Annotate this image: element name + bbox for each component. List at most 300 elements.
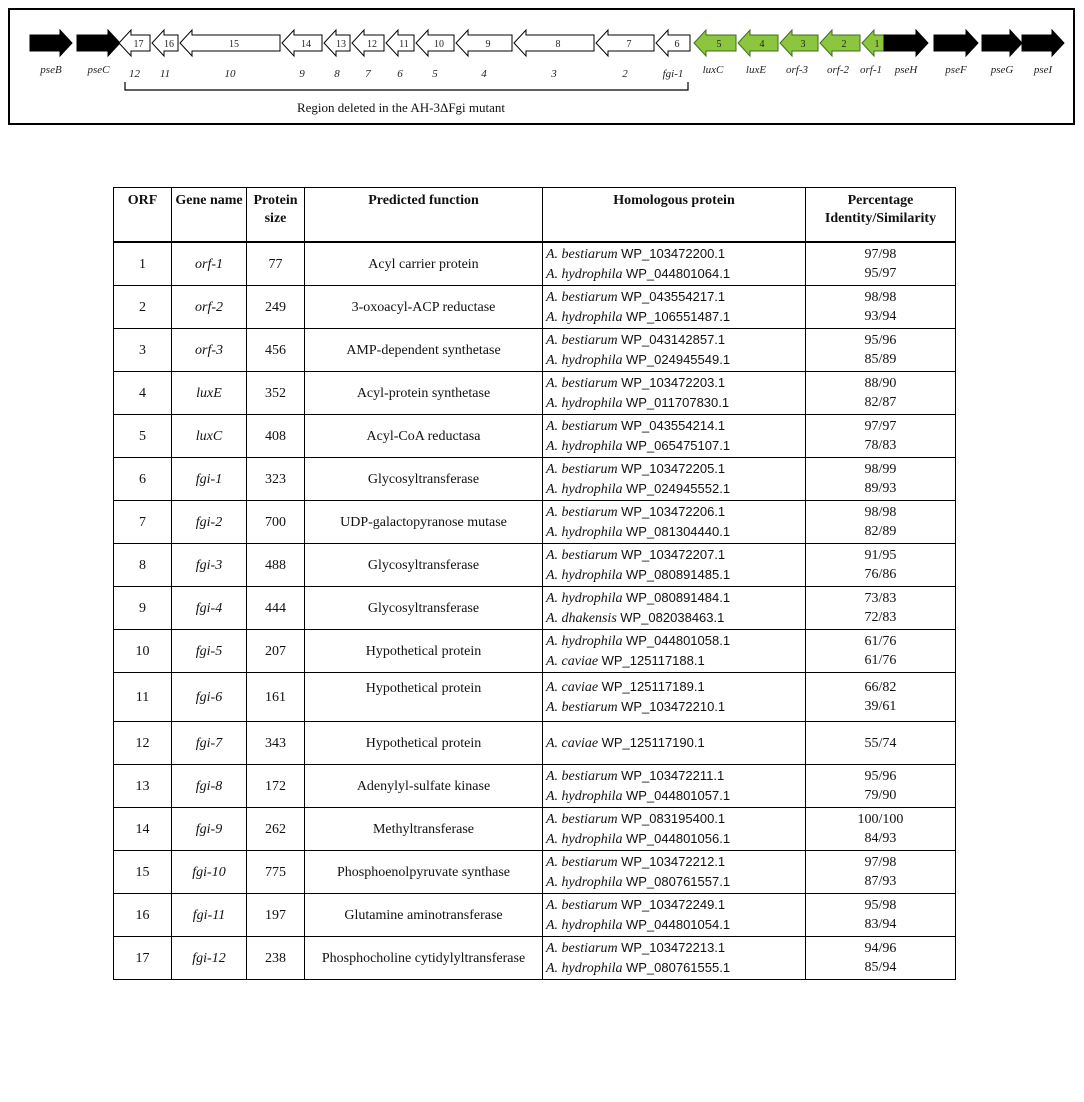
- protein-size-cell: 323: [247, 458, 305, 501]
- predicted-function-cell: Methyltransferase: [305, 808, 543, 851]
- table-header-row: [114, 188, 956, 243]
- identity-similarity-value: 72/83: [864, 610, 897, 625]
- gene-label: pseC: [87, 64, 110, 76]
- homolog-entry: [546, 852, 803, 872]
- predicted-function-cell: Glycosyltransferase: [305, 587, 543, 630]
- homolog-entry: [546, 393, 803, 413]
- gene-arrow-black: [884, 30, 928, 56]
- protein-size-cell: 352: [247, 372, 305, 415]
- homolog-entry: [546, 733, 803, 753]
- accession-number: WP_011707830.1: [625, 395, 730, 410]
- protein-size-cell: 207: [247, 630, 305, 673]
- homologous-protein-cell: [543, 372, 806, 415]
- percentage-cell: [806, 587, 956, 630]
- homologous-protein-cell: [543, 286, 806, 329]
- accession-number: WP_080891485.1: [625, 567, 731, 582]
- homolog-entry: [546, 545, 803, 565]
- accession-number: WP_125117189.1: [601, 679, 705, 694]
- gene-arrow-green: [862, 30, 884, 56]
- table-row: [114, 544, 956, 587]
- predicted-function-cell: AMP-dependent synthetase: [305, 329, 543, 372]
- accession-number: WP_043554217.1: [621, 289, 726, 304]
- homologous-protein-cell: [543, 808, 806, 851]
- identity-similarity-value: 95/97: [864, 266, 897, 281]
- species-name: A. hydrophila: [546, 568, 623, 583]
- accession-number: WP_081304440.1: [625, 524, 731, 539]
- gene-arrow-white: [596, 30, 654, 56]
- predicted-function-cell: 3-oxoacyl-ACP reductase: [305, 286, 543, 329]
- identity-similarity-value: 89/93: [864, 481, 897, 496]
- identity-similarity-value: 66/82: [864, 680, 897, 695]
- gene-label: 4: [481, 68, 487, 80]
- homolog-entry: [546, 938, 803, 958]
- accession-number: WP_044801054.1: [625, 917, 731, 932]
- percentage-cell: [806, 544, 956, 587]
- gene-label: orf-2: [827, 64, 849, 76]
- accession-number: WP_043554214.1: [621, 418, 726, 433]
- gene-label: 7: [365, 68, 371, 80]
- homologous-protein-cell: [543, 329, 806, 372]
- homolog-entry: [546, 436, 803, 456]
- identity-similarity-value: 97/98: [864, 855, 897, 870]
- species-name: A. dhakensis: [546, 611, 617, 626]
- identity-similarity-value: 82/89: [864, 524, 897, 539]
- homolog-entry: [546, 522, 803, 542]
- gene-label: pseI: [1033, 64, 1053, 76]
- orf-number-label: 11: [399, 39, 409, 50]
- orf-number-label: 3: [800, 39, 806, 50]
- identity-similarity-value: 98/98: [864, 290, 897, 305]
- gene-label: 6: [397, 68, 403, 80]
- percentage-cell: [806, 722, 956, 765]
- protein-size-cell: 775: [247, 851, 305, 894]
- species-name: A. bestiarum: [546, 290, 618, 305]
- predicted-function-cell: Adenylyl-sulfate kinase: [305, 765, 543, 808]
- orf-cell: 12: [114, 722, 172, 765]
- orf-cell: 4: [114, 372, 172, 415]
- percentage-cell: [806, 242, 956, 286]
- protein-size-cell: 343: [247, 722, 305, 765]
- accession-number: WP_024945552.1: [625, 481, 731, 496]
- gene-label: luxC: [702, 64, 724, 76]
- table-row: [114, 329, 956, 372]
- orf-cell: 3: [114, 329, 172, 372]
- orf-number-label: 16: [164, 39, 174, 50]
- homolog-entry: [546, 479, 803, 499]
- accession-number: WP_103472206.1: [621, 504, 726, 519]
- accession-number: WP_082038463.1: [620, 610, 725, 625]
- percentage-cell: [806, 329, 956, 372]
- predicted-function-cell: Acyl-protein synthetase: [305, 372, 543, 415]
- table-row: [114, 501, 956, 544]
- identity-similarity-value: 98/99: [864, 462, 897, 477]
- species-name: A. hydrophila: [546, 525, 623, 540]
- orf-number-label: 2: [841, 39, 847, 50]
- homolog-entry: [546, 244, 803, 264]
- species-name: A. hydrophila: [546, 875, 623, 890]
- gene-arrow-black: [934, 30, 978, 56]
- identity-similarity-value: 87/93: [864, 874, 897, 889]
- gene-arrow-green: [780, 30, 818, 56]
- orf-number-label: 7: [626, 39, 632, 50]
- accession-number: WP_065475107.1: [625, 438, 731, 453]
- header-gene-name: Gene name: [172, 188, 247, 243]
- accession-number: WP_024945549.1: [625, 352, 731, 367]
- gene-arrow-white: [456, 30, 512, 56]
- gene-name-cell: fgi-1: [172, 458, 247, 501]
- gene-arrow-black: [982, 30, 1022, 56]
- accession-number: WP_103472200.1: [621, 246, 726, 261]
- species-name: A. hydrophila: [546, 267, 623, 282]
- homolog-entry: [546, 459, 803, 479]
- protein-size-cell: 456: [247, 329, 305, 372]
- species-name: A. hydrophila: [546, 634, 623, 649]
- protein-size-cell: 262: [247, 808, 305, 851]
- identity-similarity-value: 76/86: [864, 567, 897, 582]
- homolog-entry: [546, 287, 803, 307]
- gene-name-cell: fgi-7: [172, 722, 247, 765]
- species-name: A. hydrophila: [546, 789, 623, 804]
- gene-map-panel: [8, 8, 1075, 125]
- orf-cell: 10: [114, 630, 172, 673]
- identity-similarity-value: 61/76: [864, 653, 897, 668]
- accession-number: WP_103472211.1: [621, 768, 725, 783]
- orf-number-label: 15: [229, 39, 239, 50]
- orf-number-label: 13: [336, 39, 346, 50]
- accession-number: WP_103472207.1: [621, 547, 726, 562]
- species-name: A. caviae: [546, 736, 599, 751]
- orf-cell: 13: [114, 765, 172, 808]
- identity-similarity-value: 88/90: [864, 376, 897, 391]
- gene-arrow-green: [738, 30, 778, 56]
- species-name: A. bestiarum: [546, 855, 618, 870]
- identity-similarity-value: 73/83: [864, 591, 897, 606]
- table-row: [114, 673, 956, 722]
- orf-cell: 7: [114, 501, 172, 544]
- protein-size-cell: 700: [247, 501, 305, 544]
- homolog-entry: [546, 786, 803, 806]
- gene-arrow-black: [1022, 30, 1064, 56]
- accession-number: WP_103472213.1: [621, 940, 726, 955]
- identity-similarity-value: 93/94: [864, 309, 897, 324]
- gene-name-cell: fgi-8: [172, 765, 247, 808]
- gene-name-cell: fgi-11: [172, 894, 247, 937]
- gene-label: orf-3: [786, 64, 808, 76]
- gene-name-cell: fgi-10: [172, 851, 247, 894]
- gene-label: fgi-1: [662, 68, 684, 80]
- gene-name-cell: orf-1: [172, 242, 247, 286]
- homolog-entry: [546, 697, 803, 717]
- gene-label: 9: [299, 68, 305, 80]
- header-predicted-function: Predicted function: [305, 188, 543, 243]
- deleted-region-bracket: [125, 82, 688, 90]
- homolog-entry: [546, 608, 803, 628]
- accession-number: WP_043142857.1: [621, 332, 726, 347]
- protein-size-cell: 161: [247, 673, 305, 722]
- identity-similarity-value: 95/96: [864, 769, 897, 784]
- table-row: [114, 937, 956, 980]
- homolog-entry: [546, 809, 803, 829]
- orf-number-label: 4: [759, 39, 765, 50]
- species-name: A. bestiarum: [546, 700, 618, 715]
- gene-name-cell: fgi-3: [172, 544, 247, 587]
- gene-label: pseF: [945, 64, 967, 76]
- identity-similarity-value: 95/96: [864, 333, 897, 348]
- orf-number-label: 8: [555, 39, 561, 50]
- percentage-cell: [806, 851, 956, 894]
- gene-label: 12: [129, 68, 140, 80]
- table-row: [114, 765, 956, 808]
- homologous-protein-cell: [543, 587, 806, 630]
- homolog-entry: [546, 872, 803, 892]
- percentage-cell: [806, 458, 956, 501]
- header-percentage: Percentage Identity/Similarity: [806, 188, 956, 243]
- homolog-entry: [546, 350, 803, 370]
- homolog-entry: [546, 307, 803, 327]
- table-row: [114, 458, 956, 501]
- percentage-cell: [806, 501, 956, 544]
- homolog-entry: [546, 373, 803, 393]
- gene-arrow-white: [656, 30, 690, 56]
- percentage-cell: [806, 937, 956, 980]
- accession-number: WP_080891484.1: [625, 590, 731, 605]
- percentage-cell: [806, 630, 956, 673]
- homolog-entry: [546, 766, 803, 786]
- predicted-function-cell: Glycosyltransferase: [305, 544, 543, 587]
- homologous-protein-cell: [543, 501, 806, 544]
- species-name: A. hydrophila: [546, 482, 623, 497]
- homologous-protein-cell: [543, 242, 806, 286]
- identity-similarity-value: 39/61: [864, 699, 897, 714]
- protein-size-cell: 249: [247, 286, 305, 329]
- homolog-entry: [546, 958, 803, 978]
- predicted-function-cell: Acyl-CoA reductasa: [305, 415, 543, 458]
- accession-number: WP_044801064.1: [625, 266, 731, 281]
- identity-similarity-value: 82/87: [864, 395, 897, 410]
- species-name: A. hydrophila: [546, 396, 623, 411]
- homolog-entry: [546, 264, 803, 284]
- table-row: [114, 894, 956, 937]
- gene-map-diagram: [10, 10, 1073, 123]
- identity-similarity-value: 61/76: [864, 634, 897, 649]
- accession-number: WP_103472210.1: [621, 699, 726, 714]
- homolog-entry: [546, 915, 803, 935]
- homolog-entry: [546, 829, 803, 849]
- percentage-cell: [806, 372, 956, 415]
- orf-cell: 14: [114, 808, 172, 851]
- identity-similarity-value: 78/83: [864, 438, 897, 453]
- gene-name-cell: fgi-2: [172, 501, 247, 544]
- gene-arrow-white: [514, 30, 594, 56]
- species-name: A. hydrophila: [546, 353, 623, 368]
- gene-arrow-green: [820, 30, 860, 56]
- species-name: A. bestiarum: [546, 898, 618, 913]
- gene-name-cell: luxE: [172, 372, 247, 415]
- table-row: [114, 722, 956, 765]
- species-name: A. bestiarum: [546, 247, 618, 262]
- homologous-protein-cell: [543, 894, 806, 937]
- homologous-protein-cell: [543, 937, 806, 980]
- protein-size-cell: 238: [247, 937, 305, 980]
- gene-label: orf-1: [860, 64, 882, 76]
- percentage-cell: [806, 894, 956, 937]
- homolog-entry: [546, 631, 803, 651]
- accession-number: WP_103472249.1: [621, 897, 726, 912]
- gene-name-cell: fgi-9: [172, 808, 247, 851]
- homolog-entry: [546, 330, 803, 350]
- identity-similarity-value: 100/100: [857, 812, 904, 827]
- protein-size-cell: 408: [247, 415, 305, 458]
- table-body: [114, 242, 956, 980]
- percentage-cell: [806, 415, 956, 458]
- gene-label: pseH: [894, 64, 918, 76]
- homologous-protein-cell: [543, 415, 806, 458]
- gene-label: 11: [159, 68, 171, 80]
- identity-similarity-value: 84/93: [864, 831, 897, 846]
- gene-name-cell: fgi-5: [172, 630, 247, 673]
- predicted-function-cell: Glutamine aminotransferase: [305, 894, 543, 937]
- identity-similarity-value: 95/98: [864, 898, 897, 913]
- orf-table: [113, 187, 956, 980]
- gene-label: pseG: [990, 64, 1014, 76]
- accession-number: WP_044801057.1: [625, 788, 731, 803]
- species-name: A. bestiarum: [546, 505, 618, 520]
- identity-similarity-value: 94/96: [864, 941, 897, 956]
- predicted-function-cell: Acyl carrier protein: [305, 242, 543, 286]
- accession-number: WP_044801058.1: [625, 633, 731, 648]
- orf-number-label: 5: [716, 39, 722, 50]
- gene-arrow-green: [694, 30, 736, 56]
- protein-size-cell: 197: [247, 894, 305, 937]
- gene-name-cell: fgi-6: [172, 673, 247, 722]
- species-name: A. bestiarum: [546, 333, 618, 348]
- identity-similarity-value: 91/95: [864, 548, 897, 563]
- orf-cell: 8: [114, 544, 172, 587]
- gene-label: 10: [224, 68, 236, 80]
- identity-similarity-value: 98/98: [864, 505, 897, 520]
- orf-number-label: 10: [434, 39, 444, 50]
- homolog-entry: [546, 677, 803, 697]
- species-name: A. bestiarum: [546, 376, 618, 391]
- identity-similarity-value: 85/94: [864, 960, 897, 975]
- orf-cell: 11: [114, 673, 172, 722]
- species-name: A. hydrophila: [546, 310, 623, 325]
- species-name: A. bestiarum: [546, 812, 618, 827]
- orf-cell: 17: [114, 937, 172, 980]
- deleted-region-label: Region deleted in the AH-3ΔFgi mutant: [296, 100, 506, 115]
- orf-number-label: 6: [674, 39, 680, 50]
- homologous-protein-cell: [543, 765, 806, 808]
- identity-similarity-value: 79/90: [864, 788, 897, 803]
- identity-similarity-value: 83/94: [864, 917, 897, 932]
- table-row: [114, 630, 956, 673]
- accession-number: WP_103472212.1: [621, 854, 726, 869]
- homologous-protein-cell: [543, 544, 806, 587]
- orf-cell: 5: [114, 415, 172, 458]
- protein-size-cell: 77: [247, 242, 305, 286]
- orf-cell: 6: [114, 458, 172, 501]
- species-name: A. caviae: [546, 654, 599, 669]
- predicted-function-cell: Hypothetical protein: [305, 673, 543, 722]
- table-row: [114, 242, 956, 286]
- orf-number-label: 12: [367, 39, 377, 50]
- gene-label: 2: [622, 68, 628, 80]
- species-name: A. hydrophila: [546, 439, 623, 454]
- homologous-protein-cell: [543, 630, 806, 673]
- accession-number: WP_106551487.1: [625, 309, 731, 324]
- homolog-entry: [546, 565, 803, 585]
- orf-number-label: 1: [874, 39, 880, 50]
- species-name: A. hydrophila: [546, 591, 623, 606]
- accession-number: WP_125117190.1: [601, 735, 705, 750]
- species-name: A. bestiarum: [546, 419, 618, 434]
- species-name: A. bestiarum: [546, 462, 618, 477]
- table-row: [114, 587, 956, 630]
- homologous-protein-cell: [543, 458, 806, 501]
- gene-label: pseB: [40, 64, 62, 76]
- header-protein-size: Protein size: [247, 188, 305, 243]
- gene-name-cell: fgi-12: [172, 937, 247, 980]
- predicted-function-cell: Glycosyltransferase: [305, 458, 543, 501]
- predicted-function-cell: Hypothetical protein: [305, 630, 543, 673]
- accession-number: WP_103472203.1: [621, 375, 726, 390]
- homolog-entry: [546, 895, 803, 915]
- gene-label: 3: [551, 68, 557, 80]
- identity-similarity-value: 97/97: [864, 419, 897, 434]
- gene-name-cell: orf-3: [172, 329, 247, 372]
- orf-cell: 16: [114, 894, 172, 937]
- gene-name-cell: fgi-4: [172, 587, 247, 630]
- percentage-cell: [806, 765, 956, 808]
- homologous-protein-cell: [543, 851, 806, 894]
- orf-cell: 15: [114, 851, 172, 894]
- species-name: A. hydrophila: [546, 832, 623, 847]
- gene-name-cell: luxC: [172, 415, 247, 458]
- identity-similarity-value: 55/74: [864, 735, 897, 751]
- percentage-cell: [806, 286, 956, 329]
- table-row: [114, 415, 956, 458]
- predicted-function-cell: UDP-galactopyranose mutase: [305, 501, 543, 544]
- protein-size-cell: 488: [247, 544, 305, 587]
- protein-size-cell: 172: [247, 765, 305, 808]
- accession-number: WP_125117188.1: [601, 653, 705, 668]
- accession-number: WP_083195400.1: [621, 811, 726, 826]
- table-row: [114, 851, 956, 894]
- species-name: A. bestiarum: [546, 769, 618, 784]
- homolog-entry: [546, 651, 803, 671]
- predicted-function-cell: Phosphocholine cytidylyltransferase: [305, 937, 543, 980]
- gene-label: 8: [334, 68, 340, 80]
- table-row: [114, 286, 956, 329]
- homologous-protein-cell: [543, 722, 806, 765]
- orf-cell: 9: [114, 587, 172, 630]
- gene-label: 5: [432, 68, 438, 80]
- gene-name-cell: orf-2: [172, 286, 247, 329]
- identity-similarity-value: 97/98: [864, 247, 897, 262]
- header-orf: ORF: [114, 188, 172, 243]
- homolog-entry: [546, 502, 803, 522]
- identity-similarity-value: 85/89: [864, 352, 897, 367]
- percentage-cell: [806, 673, 956, 722]
- accession-number: WP_103472205.1: [621, 461, 726, 476]
- accession-number: WP_080761555.1: [625, 960, 731, 975]
- gene-label: luxE: [745, 64, 767, 76]
- species-name: A. hydrophila: [546, 961, 623, 976]
- orf-number-label: 17: [133, 39, 144, 50]
- species-name: A. caviae: [546, 680, 599, 695]
- accession-number: WP_080761557.1: [625, 874, 731, 889]
- header-homologous-protein: Homologous protein: [543, 188, 806, 243]
